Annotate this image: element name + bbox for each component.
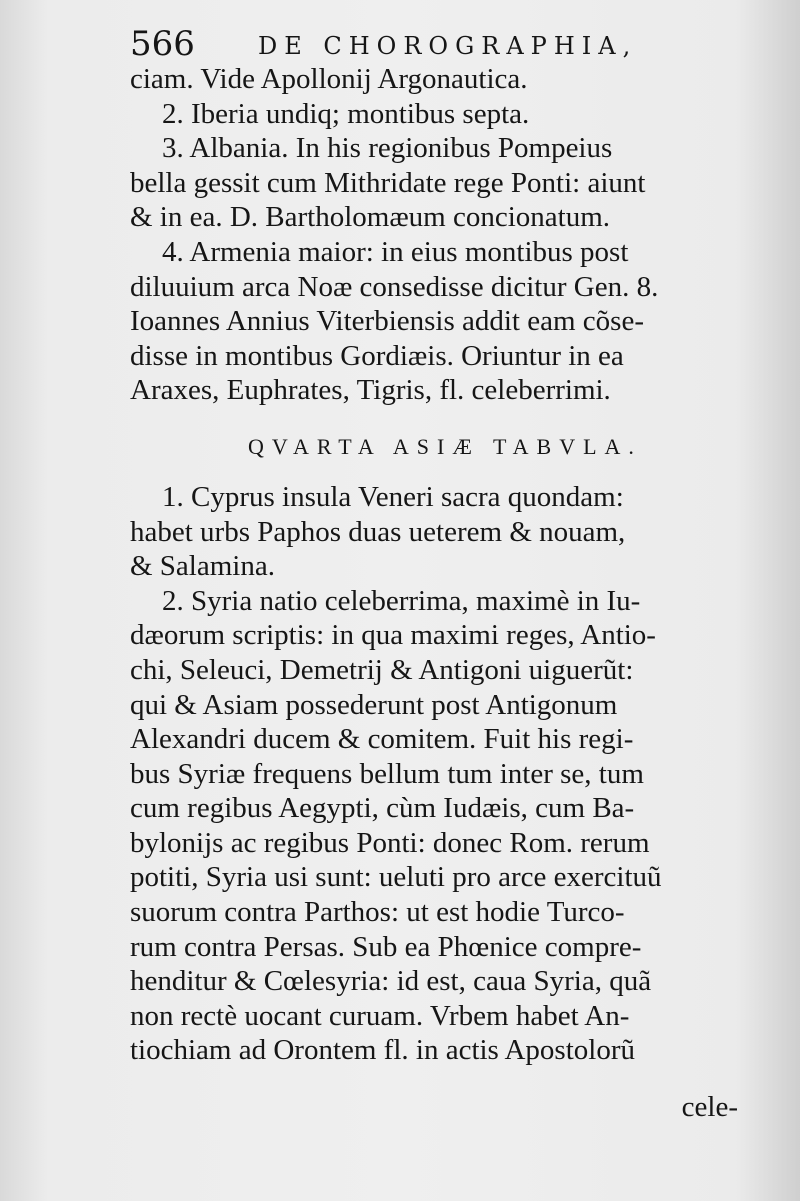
text-line: Ioannes Annius Viterbiensis addit eam cõse- xyxy=(130,305,644,338)
text-line: & Salamina. xyxy=(130,550,275,583)
text-line: 1. Cyprus insula Veneri sacra quondam: xyxy=(162,480,624,513)
section-title: QVARTA ASIÆ TABVLA. xyxy=(248,433,642,459)
text-line: disse in montibus Gordiæis. Oriuntur in ea xyxy=(130,339,624,372)
text-line: 2. Syria natio celeberrima, maximè in Iu- xyxy=(162,584,641,617)
text-line: bella gessit cum Mithridate rege Ponti: aiunt xyxy=(130,166,646,199)
text-line: habet urbs Paphos duas ueterem & nouam, xyxy=(130,515,626,548)
text-line: chi, Seleuci, Demetrij & Antigoni uiguerũt: xyxy=(130,653,634,686)
text-line: suorum contra Parthos: ut est hodie Turco- xyxy=(130,896,625,929)
text-line: cum regibus Aegypti, cùm Iudæis, cum Ba- xyxy=(130,792,635,825)
text-line: & in ea. D. Bartholomæum concionatum. xyxy=(130,201,611,234)
text-line: 3. Albania. In his regionibus Pompeius xyxy=(162,132,613,165)
text-line: Araxes, Euphrates, Tigris, fl. celeberrimi. xyxy=(130,374,611,407)
text-line: non rectè uocant curuam. Vrbem habet An- xyxy=(130,999,630,1032)
text-line: qui & Asiam possederunt post Antigonum xyxy=(130,688,618,721)
page-header xyxy=(130,22,740,66)
text-line: 2. Iberia undiq; montibus septa. xyxy=(162,97,530,130)
text-line: dæorum scriptis: in qua maximi reges, Antio- xyxy=(130,619,656,652)
text-line: 4. Armenia maior: in eius montibus post xyxy=(162,235,629,268)
text-line: tiochiam ad Orontem fl. in actis Apostolorũ xyxy=(130,1034,635,1067)
page-number: 566 xyxy=(130,24,195,64)
text-line: henditur & Cœlesyria: id est, caua Syria, quã xyxy=(130,965,652,998)
text-line: bus Syriæ frequens bellum tum inter se, tum xyxy=(130,757,644,790)
text-line: rum contra Persas. Sub ea Phœnice compre- xyxy=(130,930,642,963)
text-line: potiti, Syria usi sunt: ueluti pro arce exercituũ xyxy=(130,861,662,894)
text-line: ciam. Vide Apollonij Argonautica. xyxy=(130,63,528,95)
body-text xyxy=(130,62,742,1068)
running-head: DE CHOROGRAPHIA, xyxy=(258,32,638,60)
text-line: diluuium arca Noæ consedisse dicitur Gen. 8. xyxy=(130,270,659,303)
text-line: bylonijs ac regibus Ponti: donec Rom. rerum xyxy=(130,826,650,859)
catchword: cele- xyxy=(681,1091,738,1123)
text-line: Alexandri ducem & comitem. Fuit his regi- xyxy=(130,723,634,756)
